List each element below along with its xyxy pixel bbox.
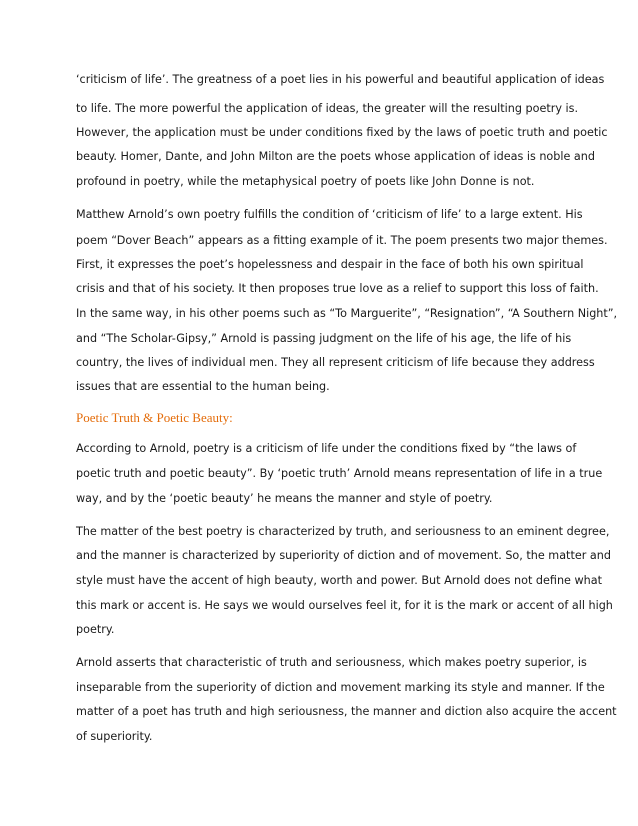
paragraph-4-line-5: poetry. bbox=[76, 623, 115, 636]
paragraph-4-line-1: The matter of the best poetry is characterized by truth, and seriousness to an eminent degree, bbox=[76, 525, 610, 538]
paragraph-1-line-3: However, the application must be under conditions fixed by the laws of poetic truth and poetic bbox=[76, 126, 608, 139]
paragraph-5-line-2: inseparable from the superiority of diction and movement marking its style and manner. If the bbox=[76, 681, 605, 694]
paragraph-2-line-6: and “The Scholar-Gipsy,” Arnold is passing judgment on the life of his age, the life of his bbox=[76, 332, 572, 345]
section-heading: Poetic Truth & Poetic Beauty: bbox=[76, 410, 233, 425]
paragraph-3-line-1: According to Arnold, poetry is a criticism of life under the conditions fixed by “the laws of bbox=[76, 442, 577, 455]
paragraph-2-line-5: In the same way, in his other poems such as “To Marguerite”, “Resignation”, “A Southern Night”, bbox=[76, 307, 618, 320]
paragraph-2-line-2: poem “Dover Beach” appears as a fitting example of it. The poem presents two major themes. bbox=[76, 234, 608, 247]
paragraph-2-line-1: Matthew Arnold’s own poetry fulfills the condition of ‘criticism of life’ to a large extent. His bbox=[76, 208, 583, 221]
paragraph-3-line-2: poetic truth and poetic beauty”. By ‘poetic truth’ Arnold means representation of life in a true bbox=[76, 467, 603, 480]
paragraph-2-line-4: crisis and that of his society. It then proposes true love as a relief to support this loss of faith. bbox=[76, 282, 599, 295]
paragraph-1-line-4: beauty. Homer, Dante, and John Milton are the poets whose application of ideas is noble and bbox=[76, 150, 595, 163]
paragraph-2-line-7: country, the lives of individual men. They all represent criticism of life because they address bbox=[76, 356, 595, 369]
paragraph-2-line-8: issues that are essential to the human being. bbox=[76, 380, 330, 393]
paragraph-2-line-3: First, it expresses the poet’s hopelessness and despair in the face of both his own spiritual bbox=[76, 258, 584, 271]
paragraph-1-line-5: profound in poetry, while the metaphysical poetry of poets like John Donne is not. bbox=[76, 175, 535, 188]
paragraph-4-line-3: style must have the accent of high beauty, worth and power. But Arnold does not define what bbox=[76, 574, 602, 587]
paragraph-3-line-3: way, and by the ‘poetic beauty’ he means the manner and style of poetry. bbox=[76, 492, 493, 505]
paragraph-5-line-1: Arnold asserts that characteristic of truth and seriousness, which makes poetry superior, is bbox=[76, 656, 587, 669]
paragraph-4-line-4: this mark or accent is. He says we would ourselves feel it, for it is the mark or accent of all high bbox=[76, 599, 613, 612]
paragraph-5-line-3: matter of a poet has truth and high seriousness, the manner and diction also acquire the accent bbox=[76, 705, 617, 718]
paragraph-1-line-1: ‘criticism of life’. The greatness of a poet lies in his powerful and beautiful application of ideas bbox=[76, 73, 605, 86]
paragraph-5-line-4: of superiority. bbox=[76, 730, 153, 743]
paragraph-4-line-2: and the manner is characterized by superiority of diction and of movement. So, the matter and bbox=[76, 549, 611, 562]
paragraph-1-line-2: to life. The more powerful the application of ideas, the greater will the resulting poetry is. bbox=[76, 102, 578, 115]
